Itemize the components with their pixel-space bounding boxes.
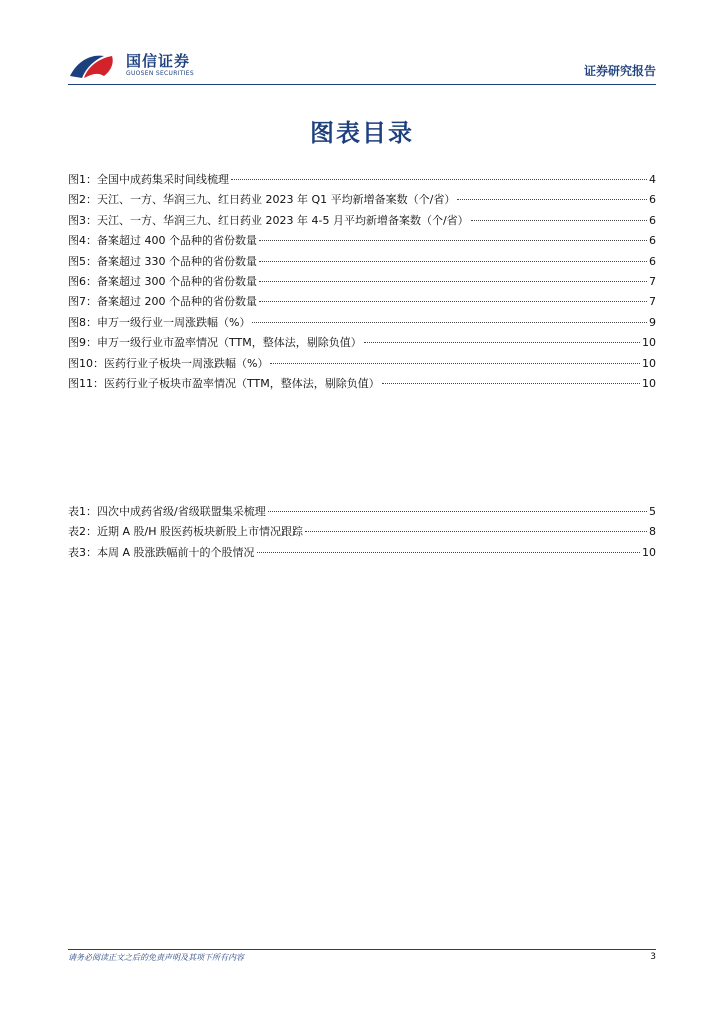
entry-page: 6	[649, 213, 656, 227]
entry-label: 图7：	[68, 295, 97, 309]
entry-label: 图5：	[68, 254, 97, 268]
dot-leader	[457, 199, 647, 200]
toc-entry[interactable]	[68, 354, 656, 374]
entry-title: 医药行业子板块市盈率情况（TTM，整体法，剔除负值）	[104, 376, 380, 390]
entry-label: 图3：	[68, 213, 97, 227]
entry-label: 表2：	[68, 525, 97, 539]
dot-leader	[259, 261, 647, 262]
entry-page: 10	[642, 376, 656, 390]
entry-label: 图4：	[68, 234, 97, 248]
toc-entry[interactable]	[68, 231, 656, 251]
entry-page: 8	[649, 525, 656, 539]
logo-english-name: GUOSEN SECURITIES	[126, 69, 195, 77]
entry-title: 备案超过 400 个品种的省份数量	[97, 234, 257, 248]
entry-page: 6	[649, 254, 656, 268]
toc-entry[interactable]	[68, 543, 656, 563]
entry-title: 申万一级行业市盈率情况（TTM，整体法，剔除负值）	[97, 336, 362, 350]
entry-title: 天江、一方、华润三九、红日药业 2023 年 Q1 平均新增备案数（个/省）	[97, 193, 456, 207]
entry-label: 图1：	[68, 173, 97, 186]
toc-entry[interactable]	[68, 292, 656, 312]
entry-page: 10	[642, 336, 656, 350]
entry-title: 申万一级行业一周涨跌幅（%）	[97, 315, 251, 329]
toc-entry[interactable]	[68, 374, 656, 394]
entry-title: 全国中成药集采时间线梳理	[97, 173, 229, 186]
dot-leader	[257, 552, 640, 553]
dot-leader	[259, 281, 647, 282]
entry-label: 图8：	[68, 315, 97, 329]
entry-title: 近期 A 股/H 股医药板块新股上市情况跟踪	[97, 525, 303, 539]
toc-entry[interactable]	[68, 333, 656, 353]
dot-leader	[231, 179, 647, 180]
entry-label: 图2：	[68, 193, 97, 207]
entry-page: 6	[649, 234, 656, 248]
dot-leader	[364, 342, 640, 343]
entry-page: 7	[649, 274, 656, 288]
entry-page: 10	[642, 545, 656, 559]
entry-title: 医药行业子板块一周涨跌幅（%）	[104, 356, 269, 370]
entry-label: 图9：	[68, 336, 97, 350]
entry-title: 备案超过 300 个品种的省份数量	[97, 274, 257, 288]
entry-title: 天江、一方、华润三九、红日药业 2023 年 4-5 月平均新增备案数（个/省）	[97, 213, 469, 227]
dot-leader	[268, 511, 647, 512]
dot-leader	[270, 363, 640, 364]
footer-disclaimer: 请务必阅读正文之后的免责声明及其项下所有内容	[68, 953, 244, 962]
dot-leader	[259, 240, 647, 241]
logo-chinese-name: 国信证券	[126, 51, 191, 70]
page-number: 3	[650, 952, 656, 962]
entry-title: 备案超过 330 个品种的省份数量	[97, 254, 257, 268]
dot-leader	[305, 531, 647, 532]
header-divider	[68, 84, 656, 85]
page-header	[68, 48, 656, 84]
toc-entry[interactable]	[68, 502, 656, 522]
entry-label: 图10：	[68, 356, 104, 370]
entry-page: 7	[649, 295, 656, 309]
guosen-logo-icon	[68, 50, 120, 80]
report-type-label: 证券研究报告	[583, 64, 656, 78]
toc-entry[interactable]	[68, 190, 656, 210]
entry-label: 图6：	[68, 274, 97, 288]
toc-entry[interactable]	[68, 272, 656, 292]
entry-label: 表1：	[68, 505, 97, 518]
entry-label: 图11：	[68, 376, 104, 390]
entry-title: 本周 A 股涨跌幅前十的个股情况	[97, 545, 255, 559]
entry-title: 备案超过 200 个品种的省份数量	[97, 295, 257, 309]
entry-page: 4	[649, 173, 656, 186]
entry-page: 10	[642, 356, 656, 370]
dot-leader	[259, 301, 647, 302]
entry-page: 5	[649, 505, 656, 518]
entry-title: 四次中成药省级/省级联盟集采梳理	[97, 505, 266, 518]
dot-leader	[252, 322, 647, 323]
entry-page: 9	[649, 315, 656, 329]
toc-entry[interactable]	[68, 522, 656, 542]
toc-entry[interactable]	[68, 170, 656, 190]
page-title: 图表目录	[310, 119, 414, 147]
entry-label: 表3：	[68, 545, 97, 559]
toc-entry[interactable]	[68, 211, 656, 231]
dot-leader	[471, 220, 647, 221]
guosen-logo	[68, 50, 194, 80]
table-list	[68, 502, 656, 563]
figure-list	[68, 170, 656, 394]
footer-divider	[68, 949, 656, 950]
entry-page: 6	[649, 193, 656, 207]
dot-leader	[382, 383, 640, 384]
toc-entry[interactable]	[68, 313, 656, 333]
toc-entry[interactable]	[68, 252, 656, 272]
